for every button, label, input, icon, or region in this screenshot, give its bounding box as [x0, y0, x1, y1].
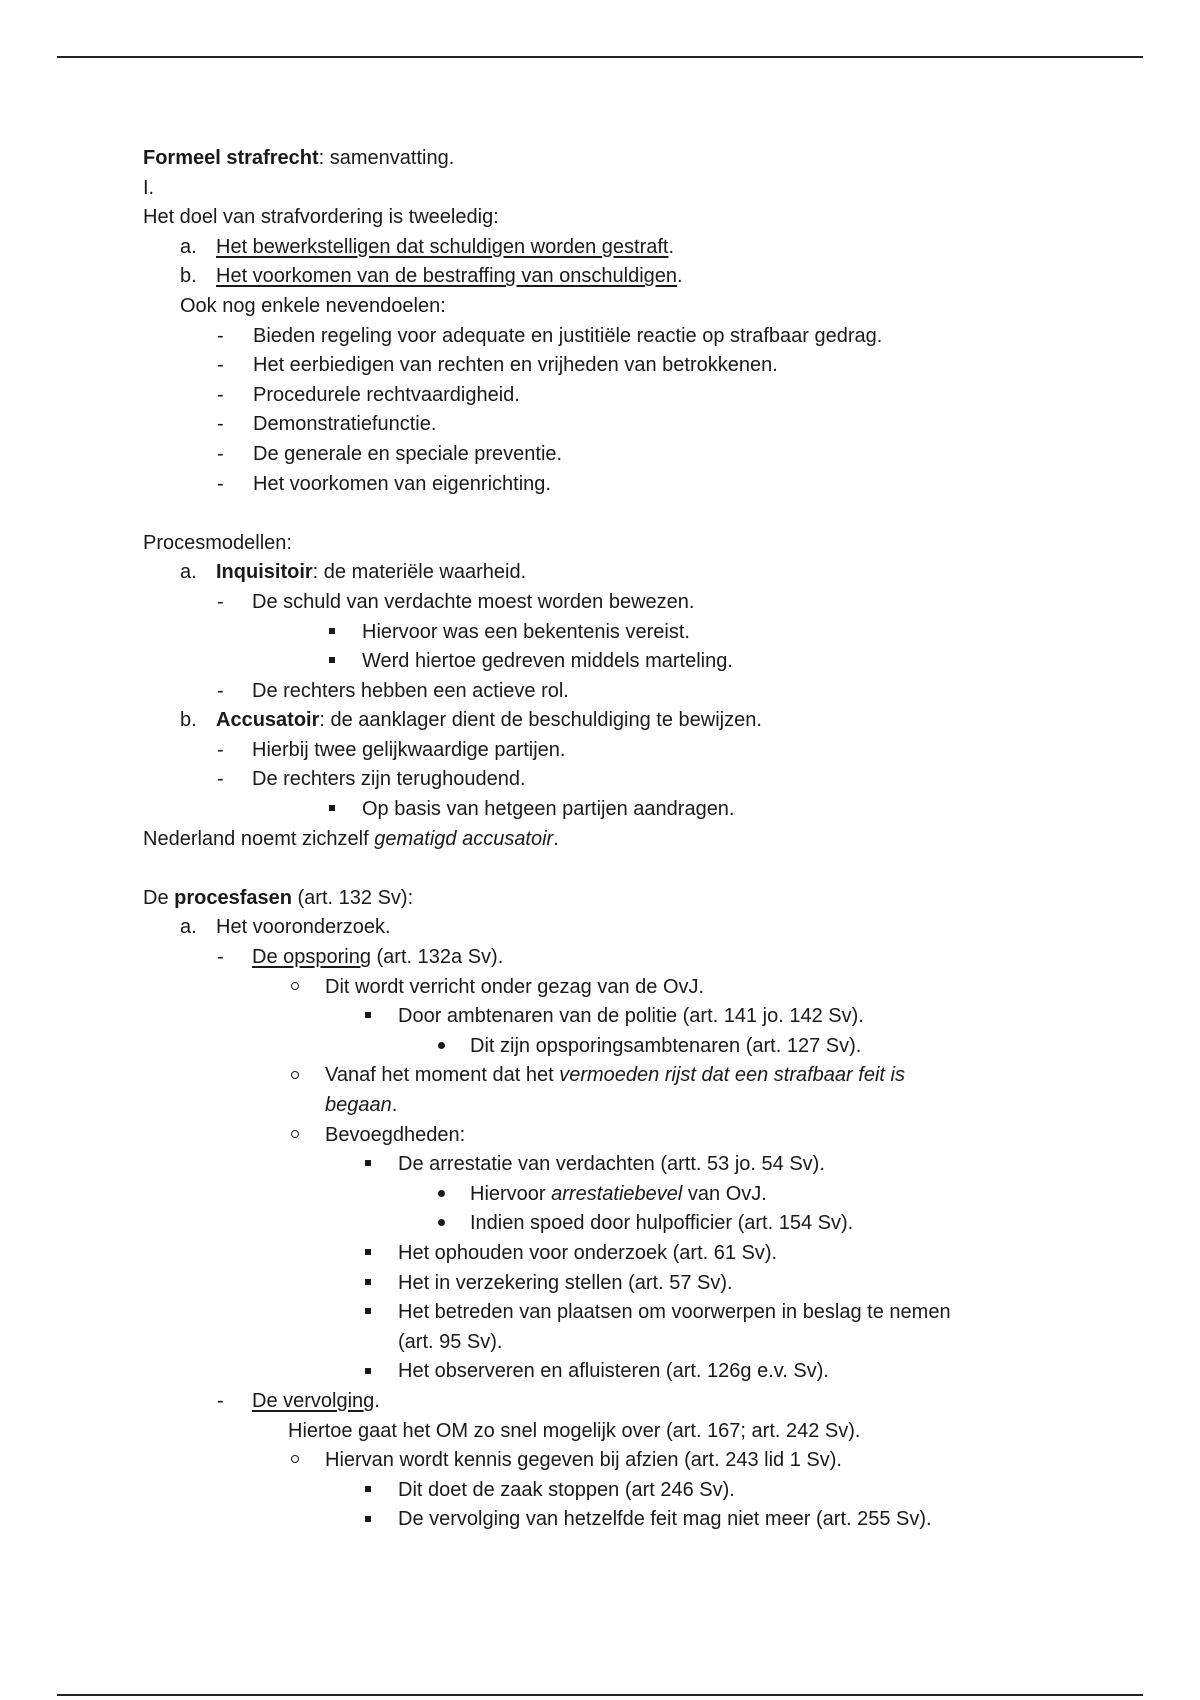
- circle-bullet: [291, 973, 299, 1003]
- list-item-text: Dit doet de zaak stoppen (art 246 Sv).: [398, 1478, 735, 1501]
- list-item: [143, 1269, 1043, 1299]
- spacer: [143, 499, 1043, 529]
- list-marker: b.: [180, 265, 197, 288]
- nederland-post: .: [553, 827, 559, 850]
- circle-bullet: [291, 1446, 299, 1476]
- list-item: [143, 765, 1043, 795]
- list-item: [143, 1032, 1043, 1062]
- list-item: [143, 1239, 1043, 1269]
- list-item-text: Op basis van hetgeen partijen aandragen.: [362, 798, 735, 821]
- doel-a-end: .: [668, 235, 675, 258]
- nederland-line: [143, 825, 1043, 855]
- square-bullet: [365, 1505, 371, 1535]
- dash-marker: -: [217, 324, 224, 347]
- list-item: [143, 588, 1043, 618]
- nevendoel-text: Het voorkomen van eigenrichting.: [253, 472, 551, 495]
- section-roman: [143, 174, 1043, 204]
- list-item: [143, 618, 1043, 648]
- procesfasen-heading: [143, 884, 1043, 914]
- list-item: [143, 943, 1043, 973]
- list-item-text: Bevoegdheden:: [325, 1123, 466, 1146]
- list-item-text: Hiertoe gaat het OM zo snel mogelijk over (art. 167; art. 242 Sv).: [288, 1419, 861, 1442]
- list-item-text: De rechters hebben een actieve rol.: [252, 679, 569, 702]
- list-item-text: Werd hiertoe gedreven middels marteling.: [362, 650, 733, 673]
- list-marker: a.: [180, 561, 197, 584]
- list-marker: b.: [180, 709, 197, 732]
- list-item: [143, 795, 1043, 825]
- o2-italic: vermoeden rijst dat een strafbaar feit is: [559, 1064, 905, 1087]
- list-item: [143, 470, 1043, 500]
- list-item-text: Het observeren en afluisteren (art. 126g e.v. Sv).: [398, 1360, 829, 1383]
- title-rest: : samenvatting.: [318, 147, 455, 169]
- list-item-continuation: [143, 1091, 1043, 1121]
- roman-numeral: I.: [143, 176, 155, 199]
- dash-marker: -: [217, 442, 224, 465]
- list-item: [143, 913, 1043, 943]
- list-item-continuation: [143, 1328, 1043, 1358]
- inquisitoir-rest: : de materiële waarheid.: [312, 561, 527, 584]
- list-item: [143, 351, 1043, 381]
- list-item: [143, 410, 1043, 440]
- square-bullet: [365, 1239, 371, 1269]
- circle-bullet: [291, 1061, 299, 1091]
- dash-marker: -: [217, 946, 224, 969]
- round-bullet: [438, 1180, 445, 1210]
- nevendoel-text: Het eerbiedigen van rechten en vrijheden van betrokkenen.: [253, 354, 778, 377]
- neven-intro-text: Ook nog enkele nevendoelen:: [180, 294, 446, 317]
- nederland-pre: Nederland noemt zichzelf: [143, 827, 375, 850]
- doel-a-text: Het bewerkstelligen dat schuldigen worden gestraft: [216, 235, 669, 258]
- header-rule: [57, 56, 1143, 58]
- list-item: [143, 233, 1043, 263]
- square-bullet: [365, 1150, 371, 1180]
- square-bullet: [365, 1476, 371, 1506]
- list-item: [143, 677, 1043, 707]
- list-item-text: (art. 95 Sv).: [398, 1330, 503, 1353]
- dash-marker: -: [217, 354, 224, 377]
- list-item: [143, 1298, 1043, 1328]
- square-bullet: [329, 618, 335, 648]
- accusatoir-rest: : de aanklager dient de beschuldiging te bewijzen.: [319, 709, 762, 732]
- procesmodellen-heading: [143, 529, 1043, 559]
- list-item-text: De schuld van verdachte moest worden bewezen.: [252, 590, 695, 613]
- vervolging-term: De vervolging: [252, 1389, 375, 1412]
- o2-italic-cont: begaan: [325, 1094, 392, 1116]
- dash-marker: -: [217, 679, 224, 702]
- dash-marker: -: [217, 738, 224, 761]
- inquisitoir-term: Inquisitoir: [216, 561, 313, 584]
- list-item: [143, 1446, 1043, 1476]
- list-item: [143, 1180, 1043, 1210]
- list-item-text: Door ambtenaren van de politie (art. 141 jo. 142 Sv).: [398, 1005, 864, 1028]
- nevendoel-text: De generale en speciale preventie.: [253, 442, 563, 465]
- doel-intro: [143, 203, 1043, 233]
- dash-marker: -: [217, 768, 224, 791]
- nevendoel-text: Procedurele rechtvaardigheid.: [253, 383, 520, 406]
- nederland-italic: gematigd accusatoir: [374, 827, 554, 850]
- square-bullet: [365, 1269, 371, 1299]
- neven-intro: [143, 292, 1043, 322]
- list-item-text: Dit zijn opsporingsambtenaren (art. 127 Sv).: [470, 1034, 862, 1057]
- list-item-continuation: [143, 1417, 1043, 1447]
- accusatoir-term: Accusatoir: [216, 709, 320, 732]
- document-body: [143, 144, 1043, 1535]
- round-bullet: [438, 1032, 445, 1062]
- list-item: [143, 1121, 1043, 1151]
- list-item-text: Het betreden van plaatsen om voorwerpen in beslag te nemen: [398, 1301, 951, 1324]
- doel-b-end: .: [677, 265, 683, 288]
- list-item: [143, 1505, 1043, 1535]
- list-item-text: Dit wordt verricht onder gezag van de OvJ.: [325, 975, 705, 998]
- vervolging-rest: .: [374, 1389, 380, 1412]
- nevendoel-text: Bieden regeling voor adequate en justitiële reactie op strafbaar gedrag.: [253, 324, 883, 347]
- list-item-text: Hiervoor was een bekentenis vereist.: [362, 620, 690, 643]
- list-item: [143, 1357, 1043, 1387]
- procesfasen-pre: De: [143, 886, 175, 909]
- list-item-text: Het ophouden voor onderzoek (art. 61 Sv).: [398, 1241, 778, 1264]
- procesmodellen-heading-text: Procesmodellen:: [143, 531, 292, 554]
- document-title: [143, 144, 1043, 174]
- list-item: [143, 262, 1043, 292]
- dash-marker: -: [217, 590, 224, 613]
- dash-marker: -: [217, 1389, 224, 1412]
- title-bold: Formeel strafrecht: [143, 147, 319, 169]
- o3-1-1-post: van OvJ.: [682, 1182, 767, 1205]
- list-item-text: De arrestatie van verdachten (artt. 53 jo. 54 Sv).: [398, 1153, 825, 1176]
- o3-1-1-italic: arrestatiebevel: [551, 1182, 683, 1205]
- square-bullet: [329, 647, 335, 677]
- list-item-text: Het vooronderzoek.: [216, 916, 391, 939]
- dash-marker: -: [217, 472, 224, 495]
- nevendoel-text: Demonstratiefunctie.: [253, 413, 437, 436]
- dash-marker: -: [217, 413, 224, 436]
- square-bullet: [329, 795, 335, 825]
- list-item: [143, 322, 1043, 352]
- o2-pre: Vanaf het moment dat het: [325, 1064, 560, 1087]
- footer-rule: [57, 1694, 1143, 1696]
- list-item: [143, 440, 1043, 470]
- opsporing-rest: (art. 132a Sv).: [370, 946, 504, 969]
- list-item-text: De rechters zijn terughoudend.: [252, 768, 526, 791]
- circle-bullet: [291, 1121, 299, 1151]
- list-marker: a.: [180, 235, 197, 258]
- list-item-text: Indien spoed door hulpofficier (art. 154 Sv).: [470, 1212, 854, 1235]
- round-bullet: [438, 1209, 445, 1239]
- square-bullet: [365, 1357, 371, 1387]
- list-item: [143, 1387, 1043, 1417]
- dash-marker: -: [217, 383, 224, 406]
- list-item: [143, 1476, 1043, 1506]
- square-bullet: [365, 1298, 371, 1328]
- doel-b-text: Het voorkomen van de bestraffing van onschuldigen: [216, 265, 678, 288]
- list-item: [143, 1150, 1043, 1180]
- list-item-text: Hierbij twee gelijkwaardige partijen.: [252, 738, 566, 761]
- list-item: [143, 973, 1043, 1003]
- list-marker: a.: [180, 916, 197, 939]
- list-item: [143, 1061, 1043, 1091]
- list-item: [143, 1209, 1043, 1239]
- square-bullet: [365, 1002, 371, 1032]
- spacer: [143, 854, 1043, 884]
- procesfasen-post: (art. 132 Sv):: [291, 886, 414, 909]
- list-item: [143, 558, 1043, 588]
- list-item: [143, 647, 1043, 677]
- o2-post: .: [391, 1094, 398, 1116]
- procesfasen-term: procesfasen: [174, 886, 292, 909]
- opsporing-term: De opsporing: [252, 946, 371, 969]
- list-item: [143, 706, 1043, 736]
- doel-intro-text: Het doel van strafvordering is tweeledig:: [143, 206, 499, 229]
- list-item-text: De vervolging van hetzelfde feit mag niet meer (art. 255 Sv).: [398, 1508, 932, 1531]
- list-item-text: Hiervan wordt kennis gegeven bij afzien (art. 243 lid 1 Sv).: [325, 1449, 842, 1472]
- list-item: [143, 736, 1043, 766]
- list-item-text: Het in verzekering stellen (art. 57 Sv).: [398, 1271, 733, 1294]
- o3-1-1-pre: Hiervoor: [470, 1182, 552, 1205]
- list-item: [143, 1002, 1043, 1032]
- list-item: [143, 381, 1043, 411]
